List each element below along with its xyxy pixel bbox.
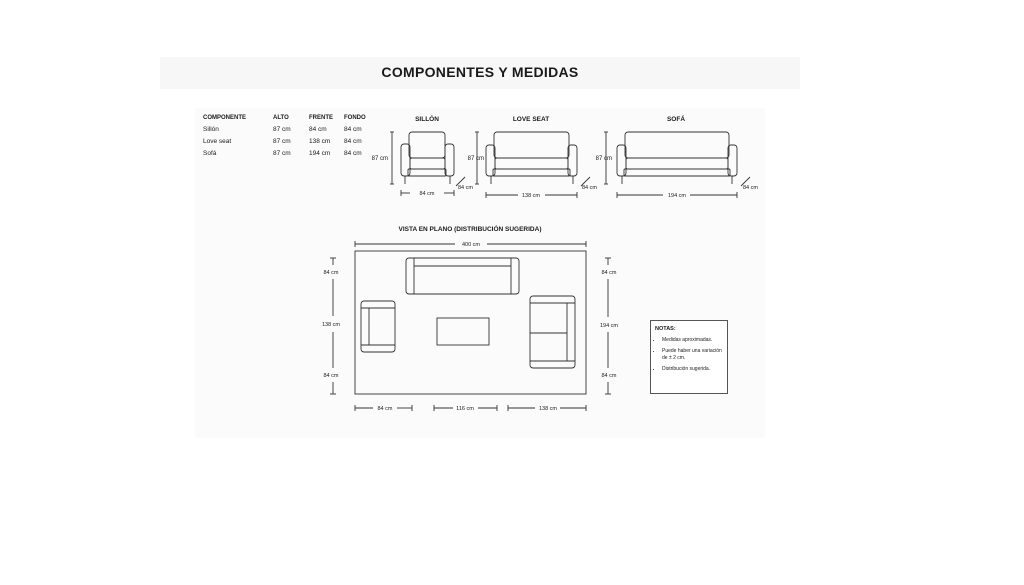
note-item: • Medidas aproximadas. <box>662 337 723 344</box>
table-cell: 87 cm <box>273 150 291 157</box>
sillon-label: SILLÓN <box>415 116 439 123</box>
plan-right-dim: 84 cm <box>601 270 617 276</box>
plan-bottom-dim: 84 cm <box>377 406 393 412</box>
sofa-elevation <box>596 114 759 199</box>
table-cell: 84 cm <box>309 126 327 133</box>
plan-title: VISTA EN PLANO (DISTRIBUCIÓN SUGERIDA) <box>398 226 542 233</box>
table-cell: 87 cm <box>273 138 291 145</box>
note-item: • Puede haber una variación de ± 2 cm. <box>662 348 723 362</box>
sillon-elevation <box>372 114 474 197</box>
plan-sillon <box>361 301 395 352</box>
plan-coffee-table <box>437 318 489 345</box>
notes-list <box>655 337 723 372</box>
table-cell: 84 cm <box>344 126 362 133</box>
sillon-width-label: 84 cm <box>419 191 435 197</box>
plan-left-dim: 138 cm <box>321 322 341 328</box>
plan-sofa <box>406 258 519 294</box>
loveseat-height-label: 87 cm <box>467 156 484 162</box>
sillon-depth-label: 84 cm <box>458 185 473 191</box>
notes-title: NOTAS: <box>655 326 676 332</box>
table-cell: 138 cm <box>309 138 331 145</box>
plan-left-dim: 84 cm <box>323 373 339 379</box>
rug-outline <box>355 251 586 394</box>
plan-right-dim: 194 cm <box>599 323 619 329</box>
table-cell: Love seat <box>203 138 232 145</box>
loveseat-depth-label: 84 cm <box>582 185 597 191</box>
table-cell: 87 cm <box>273 126 291 133</box>
sofa-height-label: 87 cm <box>595 156 612 162</box>
table-header-cell: FRENTE <box>309 115 333 121</box>
plan-bottom-dim: 138 cm <box>538 406 558 412</box>
plan-left-dim: 84 cm <box>323 270 339 276</box>
plan-loveseat <box>530 296 575 368</box>
table-header-cell: FONDO <box>344 115 366 121</box>
loveseat-label: LOVE SEAT <box>512 116 550 123</box>
page-title: COMPONENTES Y MEDIDAS <box>381 64 579 80</box>
sofa-width-label: 194 cm <box>667 193 687 199</box>
plan-bottom-dim: 116 cm <box>456 406 474 412</box>
table-header-cell: COMPONENTE <box>203 115 247 121</box>
notes-box <box>650 320 728 394</box>
table-header-cell: ALTO <box>273 115 289 121</box>
loveseat-elevation <box>468 116 598 199</box>
table-cell: 84 cm <box>344 138 362 145</box>
table-cell: 194 cm <box>309 150 331 157</box>
plan-right-dim: 84 cm <box>601 373 617 379</box>
table-cell: Sillón <box>203 126 219 133</box>
table-cell: Sofá <box>203 150 217 157</box>
table-cell: 84 cm <box>344 150 362 157</box>
sofa-depth-label: 84 cm <box>743 185 758 191</box>
sillon-height-label: 87 cm <box>371 156 388 162</box>
plan-view <box>322 224 618 412</box>
sofa-label: SOFÁ <box>666 116 686 123</box>
loveseat-width-label: 138 cm <box>521 193 541 199</box>
note-item: • Distribución sugerida. <box>662 366 723 373</box>
plan-top-width: 400 cm <box>461 242 481 248</box>
